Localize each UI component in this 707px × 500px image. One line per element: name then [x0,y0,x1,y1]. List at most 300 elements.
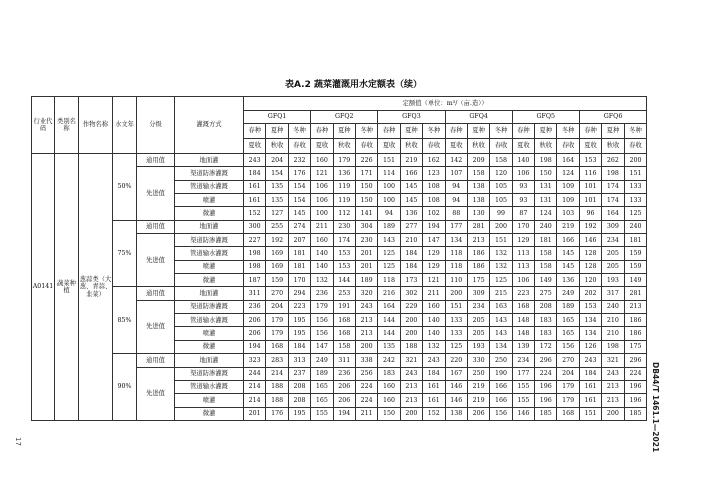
quota-value-cell: 134 [579,327,601,340]
quota-value-cell: 119 [333,180,355,193]
quota-value-cell: 101 [579,180,601,193]
quota-value-cell: 159 [624,247,647,260]
quota-value-cell: 201 [355,247,377,260]
quota-value-cell: 213 [355,314,377,327]
header-season-sow: 冬种 [624,124,647,139]
quota-value-cell: 242 [378,354,400,367]
header-season-harvest: 夏收 [244,139,266,154]
quota-value-cell: 194 [244,340,266,353]
quota-value-cell: 125 [624,207,647,220]
quota-value-cell: 201 [244,407,266,420]
quota-value-cell: 168 [266,340,288,353]
quota-value-cell: 192 [579,220,601,233]
quota-value-cell: 106 [512,167,534,180]
header-season-sow: 夏种 [602,124,624,139]
header-group-gfq1: GFQ1 [244,111,311,124]
quota-value-cell: 168 [512,300,534,313]
quota-value-cell: 114 [378,167,400,180]
quota-value-cell: 185 [535,407,557,420]
quota-value-cell: 201 [355,260,377,273]
quota-value-cell: 249 [557,287,579,300]
quota-value-cell: 219 [557,220,579,233]
quota-value-cell: 200 [400,314,422,327]
grade-cell: 通用值 [137,287,175,300]
quota-value-cell: 113 [512,260,534,273]
irrigation-method-cell: 渠道防渗灌溉 [175,300,244,313]
quota-value-cell: 198 [244,260,266,273]
quota-value-cell: 159 [624,260,647,273]
quota-value-cell: 196 [624,394,647,407]
quota-value-cell: 198 [244,247,266,260]
quota-value-cell: 136 [557,274,579,287]
quota-value-cell: 156 [557,340,579,353]
quota-value-cell: 243 [355,300,377,313]
header-group-gfq3: GFQ3 [378,111,445,124]
quota-value-cell: 110 [445,274,467,287]
quota-value-cell: 165 [311,380,333,393]
quota-value-cell: 237 [288,367,310,380]
quota-value-cell: 243 [579,354,601,367]
quota-value-cell: 243 [400,367,422,380]
quota-value-cell: 124 [535,207,557,220]
quota-value-cell: 184 [288,340,310,353]
quota-value-cell: 145 [288,207,310,220]
grade-cell: 先进值 [137,234,175,287]
quota-value-cell: 224 [355,394,377,407]
quota-value-cell: 160 [423,300,445,313]
quota-value-cell: 105 [490,194,512,207]
quota-value-cell: 191 [333,300,355,313]
quota-value-cell: 94 [445,194,467,207]
header-group-gfq2: GFQ2 [311,111,378,124]
quota-value-cell: 184 [579,367,601,380]
quota-value-cell: 153 [333,260,355,273]
quota-value-cell: 129 [423,247,445,260]
header-season-harvest: 秋收 [602,139,624,154]
quota-value-cell: 158 [535,247,557,260]
header-season-harvest: 秋收 [333,139,355,154]
quota-value-cell: 109 [557,180,579,193]
header-grade: 分级 [137,97,175,154]
header-season-sow: 冬种 [355,124,377,139]
quota-value-cell: 189 [557,300,579,313]
quota-value-cell: 125 [490,274,512,287]
quota-value-cell: 240 [624,220,647,233]
quota-value-cell: 195 [288,327,310,340]
quota-value-cell: 106 [311,194,333,207]
quota-value-cell: 234 [467,300,489,313]
table-title: 表A.2 蔬菜灌溉用水定额表（续） [285,80,422,90]
quota-value-cell: 94 [445,180,467,193]
quota-value-cell: 144 [333,274,355,287]
quota-value-cell: 179 [266,314,288,327]
quota-value-cell: 189 [311,367,333,380]
header-season-harvest: 夏收 [512,139,534,154]
quota-value-cell: 188 [266,380,288,393]
quota-value-cell: 116 [579,167,601,180]
quota-value-cell: 183 [378,367,400,380]
header-season-harvest: 夏收 [579,139,601,154]
quota-value-cell: 224 [624,367,647,380]
quota-value-cell: 243 [244,154,266,167]
quota-value-cell: 135 [266,194,288,207]
quota-value-cell: 163 [490,300,512,313]
quota-value-cell: 196 [535,394,557,407]
quota-value-cell: 219 [467,394,489,407]
quota-value-cell: 100 [311,207,333,220]
quota-value-cell: 93 [512,180,534,193]
irrigation-method-cell: 喷灌 [175,194,244,207]
quota-value-cell: 206 [467,407,489,420]
quota-value-cell: 129 [512,234,534,247]
quota-value-cell: 158 [535,260,557,273]
quota-value-cell: 227 [244,234,266,247]
quota-value-cell: 120 [579,274,601,287]
quota-value-cell: 192 [266,234,288,247]
quota-value-cell: 140 [423,327,445,340]
quota-value-cell: 214 [266,367,288,380]
quota-value-cell: 200 [355,340,377,353]
header-season-sow: 春种 [378,124,400,139]
quota-value-cell: 162 [423,154,445,167]
header-season-sow: 春种 [512,124,534,139]
quota-value-cell: 255 [266,220,288,233]
quota-value-cell: 136 [333,167,355,180]
header-season-harvest: 夏收 [311,139,333,154]
quota-value-cell: 296 [624,354,647,367]
quota-value-cell: 209 [467,154,489,167]
quota-value-cell: 140 [512,154,534,167]
quota-value-cell: 99 [490,207,512,220]
quota-value-cell: 133 [445,327,467,340]
quota-value-cell: 188 [266,394,288,407]
quota-value-cell: 177 [512,367,534,380]
irrigation-method-cell: 管道输水灌溉 [175,314,244,327]
category-cell: 蔬菜种植 [55,154,79,421]
quota-value-cell: 309 [467,287,489,300]
quota-value-cell: 206 [244,327,266,340]
quota-value-cell: 304 [355,220,377,233]
irrigation-method-cell: 管道输水灌溉 [175,247,244,260]
quota-value-cell: 151 [445,300,467,313]
quota-value-cell: 128 [579,247,601,260]
quota-value-cell: 234 [602,234,624,247]
quota-value-cell: 256 [355,367,377,380]
quota-value-cell: 176 [288,167,310,180]
quota-value-cell: 153 [579,300,601,313]
quota-value-cell: 150 [355,194,377,207]
quota-value-cell: 189 [355,274,377,287]
quota-value-cell: 196 [624,380,647,393]
header-season-sow: 夏种 [333,124,355,139]
hydro-year-cell: 90% [113,354,137,421]
quota-value-cell: 119 [333,194,355,207]
quota-value-cell: 118 [445,260,467,273]
quota-value-cell: 181 [288,247,310,260]
industry-code-cell: A0141 [32,154,55,421]
quota-value-cell: 166 [400,167,422,180]
quota-value-cell: 165 [557,327,579,340]
header-crop: 作物名称 [79,97,113,154]
quota-value-cell: 320 [355,287,377,300]
quota-value-cell: 213 [467,234,489,247]
quota-value-cell: 195 [288,314,310,327]
quota-value-cell: 205 [467,314,489,327]
quota-value-cell: 160 [311,234,333,247]
quota-value-cell: 113 [512,247,534,260]
quota-value-cell: 183 [535,327,557,340]
table-row [32,287,647,300]
quota-value-cell: 321 [602,354,624,367]
table-row [32,354,647,367]
quota-value-cell: 155 [512,394,534,407]
quota-value-cell: 108 [423,194,445,207]
quota-value-cell: 262 [602,154,624,167]
quota-value-cell: 121 [311,167,333,180]
quota-value-cell: 155 [311,407,333,420]
quota-value-cell: 179 [557,380,579,393]
quota-value-cell: 106 [512,274,534,287]
quota-value-cell: 230 [333,220,355,233]
grade-cell: 通用值 [137,220,175,233]
quota-value-cell: 87 [512,207,534,220]
quota-value-cell: 156 [490,407,512,420]
quota-value-cell: 188 [400,340,422,353]
quota-value-cell: 175 [467,274,489,287]
quota-value-cell: 153 [333,247,355,260]
quota-value-cell: 205 [467,327,489,340]
quota-value-cell: 154 [288,194,310,207]
quota-value-cell: 176 [266,407,288,420]
quota-value-cell: 151 [490,234,512,247]
quota-value-cell: 200 [624,154,647,167]
quota-value-cell: 270 [266,287,288,300]
quota-value-cell: 190 [490,367,512,380]
quota-value-cell: 200 [400,407,422,420]
quota-value-cell: 206 [244,314,266,327]
quota-value-cell: 125 [378,260,400,273]
quota-value-cell: 213 [400,380,422,393]
quota-value-cell: 204 [266,300,288,313]
quota-value-cell: 152 [244,207,266,220]
quota-value-cell: 317 [602,287,624,300]
quota-value-cell: 150 [355,180,377,193]
quota-value-cell: 179 [311,300,333,313]
quota-value-cell: 204 [266,154,288,167]
header-season-harvest: 秋收 [266,139,288,154]
quota-value-cell: 156 [311,327,333,340]
header-season-sow: 冬种 [557,124,579,139]
quota-value-cell: 149 [535,274,557,287]
quota-value-cell: 244 [244,367,266,380]
quota-value-cell: 146 [579,234,601,247]
header-category: 类别名称 [55,97,79,154]
quota-value-cell: 96 [579,207,601,220]
header-season-harvest: 夏收 [378,139,400,154]
header-season-sow: 春种 [244,124,266,139]
quota-value-cell: 168 [557,407,579,420]
quota-value-cell: 213 [400,394,422,407]
irrigation-method-cell: 微灌 [175,274,244,287]
quota-value-cell: 234 [512,354,534,367]
quota-value-cell: 193 [602,274,624,287]
quota-value-cell: 236 [244,300,266,313]
quota-value-cell: 184 [400,260,422,273]
quota-value-cell: 206 [333,380,355,393]
quota-value-cell: 150 [535,167,557,180]
quota-value-cell: 224 [355,380,377,393]
quota-value-cell: 146 [445,380,467,393]
quota-value-cell: 220 [445,354,467,367]
quota-value-cell: 311 [333,354,355,367]
water-quota-table [31,96,647,421]
quota-value-cell: 143 [378,234,400,247]
quota-value-cell: 216 [378,287,400,300]
irrigation-method-cell: 微灌 [175,340,244,353]
quota-value-cell: 283 [266,354,288,367]
quota-value-cell: 160 [378,380,400,393]
irrigation-method-cell: 渠道防渗灌溉 [175,367,244,380]
quota-value-cell: 130 [467,207,489,220]
quota-value-cell: 112 [333,207,355,220]
irrigation-method-cell: 渠道防渗灌溉 [175,167,244,180]
quota-value-cell: 198 [602,340,624,353]
quota-value-cell: 179 [266,327,288,340]
hydro-year-cell: 75% [113,220,137,287]
header-hydro-year: 水文年 [113,97,137,154]
quota-value-cell: 145 [557,247,579,260]
header-season-sow: 春种 [579,124,601,139]
quota-value-cell: 198 [535,154,557,167]
quota-value-cell: 169 [266,260,288,273]
quota-value-cell: 152 [423,407,445,420]
quota-value-cell: 165 [311,394,333,407]
quota-value-cell: 138 [467,194,489,207]
quota-value-cell: 186 [624,314,647,327]
quota-value-cell: 200 [490,220,512,233]
quota-value-cell: 148 [512,327,534,340]
quota-value-cell: 186 [624,327,647,340]
quota-value-cell: 200 [445,287,467,300]
irrigation-method-cell: 地面灌 [175,154,244,167]
irrigation-method-cell: 喷灌 [175,327,244,340]
quota-value-cell: 125 [378,247,400,260]
quota-value-cell: 160 [311,154,333,167]
quota-value-cell: 275 [535,287,557,300]
quota-value-cell: 249 [311,354,333,367]
header-season-harvest: 秋收 [467,139,489,154]
quota-value-cell: 205 [602,260,624,273]
quota-value-cell: 195 [288,407,310,420]
quota-value-cell: 135 [378,340,400,353]
quota-value-cell: 132 [490,260,512,273]
quota-value-cell: 140 [311,260,333,273]
quota-value-cell: 164 [378,300,400,313]
quota-value-cell: 174 [602,194,624,207]
quota-value-cell: 174 [333,234,355,247]
quota-value-cell: 181 [535,234,557,247]
quota-value-cell: 131 [535,180,557,193]
quota-value-cell: 309 [602,220,624,233]
quota-value-cell: 135 [266,180,288,193]
quota-value-cell: 210 [602,327,624,340]
irrigation-method-cell: 喷灌 [175,394,244,407]
quota-value-cell: 214 [244,380,266,393]
header-industry-code: 行业代码 [32,97,55,154]
quota-value-cell: 155 [512,380,534,393]
header-season-sow: 夏种 [535,124,557,139]
quota-value-cell: 101 [579,194,601,207]
quota-value-cell: 138 [445,407,467,420]
quota-value-cell: 243 [423,354,445,367]
header-season-harvest: 秋收 [400,139,422,154]
grade-cell: 通用值 [137,154,175,167]
header-season-sow: 冬种 [490,124,512,139]
header-season-harvest: 夏收 [445,139,467,154]
quota-value-cell: 123 [423,167,445,180]
quota-value-cell: 321 [400,354,422,367]
quota-value-cell: 205 [602,247,624,260]
quota-value-cell: 120 [490,167,512,180]
quota-value-cell: 213 [624,300,647,313]
quota-value-cell: 213 [355,327,377,340]
quota-value-cell: 151 [579,407,601,420]
quota-value-cell: 189 [378,220,400,233]
quota-value-cell: 146 [512,407,534,420]
quota-value-cell: 133 [624,180,647,193]
quota-value-cell: 240 [602,300,624,313]
quota-value-cell: 281 [624,287,647,300]
quota-value-cell: 270 [557,354,579,367]
quota-value-cell: 132 [490,247,512,260]
quota-value-cell: 277 [400,220,422,233]
header-season-harvest: 秋收 [535,139,557,154]
quota-value-cell: 183 [535,314,557,327]
grade-cell: 先进值 [137,367,175,420]
quota-value-cell: 215 [490,287,512,300]
quota-value-cell: 211 [423,287,445,300]
quota-value-cell: 150 [378,407,400,420]
quota-value-cell: 250 [490,354,512,367]
quota-value-cell: 129 [423,260,445,273]
header-season-harvest: 春收 [557,139,579,154]
quota-value-cell: 144 [378,314,400,327]
header-season-sow: 冬种 [288,124,310,139]
header-season-sow: 夏种 [467,124,489,139]
quota-value-cell: 145 [557,260,579,273]
quota-value-cell: 109 [557,194,579,207]
quota-value-cell: 219 [400,154,422,167]
header-season-harvest: 春收 [355,139,377,154]
quota-value-cell: 186 [467,260,489,273]
quota-value-cell: 164 [602,207,624,220]
quota-value-cell: 311 [244,287,266,300]
header-season-sow: 春种 [311,124,333,139]
grade-cell: 先进值 [137,300,175,353]
quota-value-cell: 161 [423,394,445,407]
quota-value-cell: 185 [624,407,647,420]
quota-value-cell: 168 [333,327,355,340]
quota-value-cell: 223 [512,287,534,300]
quota-value-cell: 223 [288,300,310,313]
quota-value-cell: 243 [602,367,624,380]
header-group-gfq5: GFQ5 [512,111,579,124]
crop-cell: 葱蒜类（大葱、青蒜、韭菜） [79,154,113,421]
quota-value-cell: 156 [311,314,333,327]
quota-value-cell: 147 [423,234,445,247]
quota-value-cell: 240 [535,220,557,233]
quota-value-cell: 236 [333,367,355,380]
